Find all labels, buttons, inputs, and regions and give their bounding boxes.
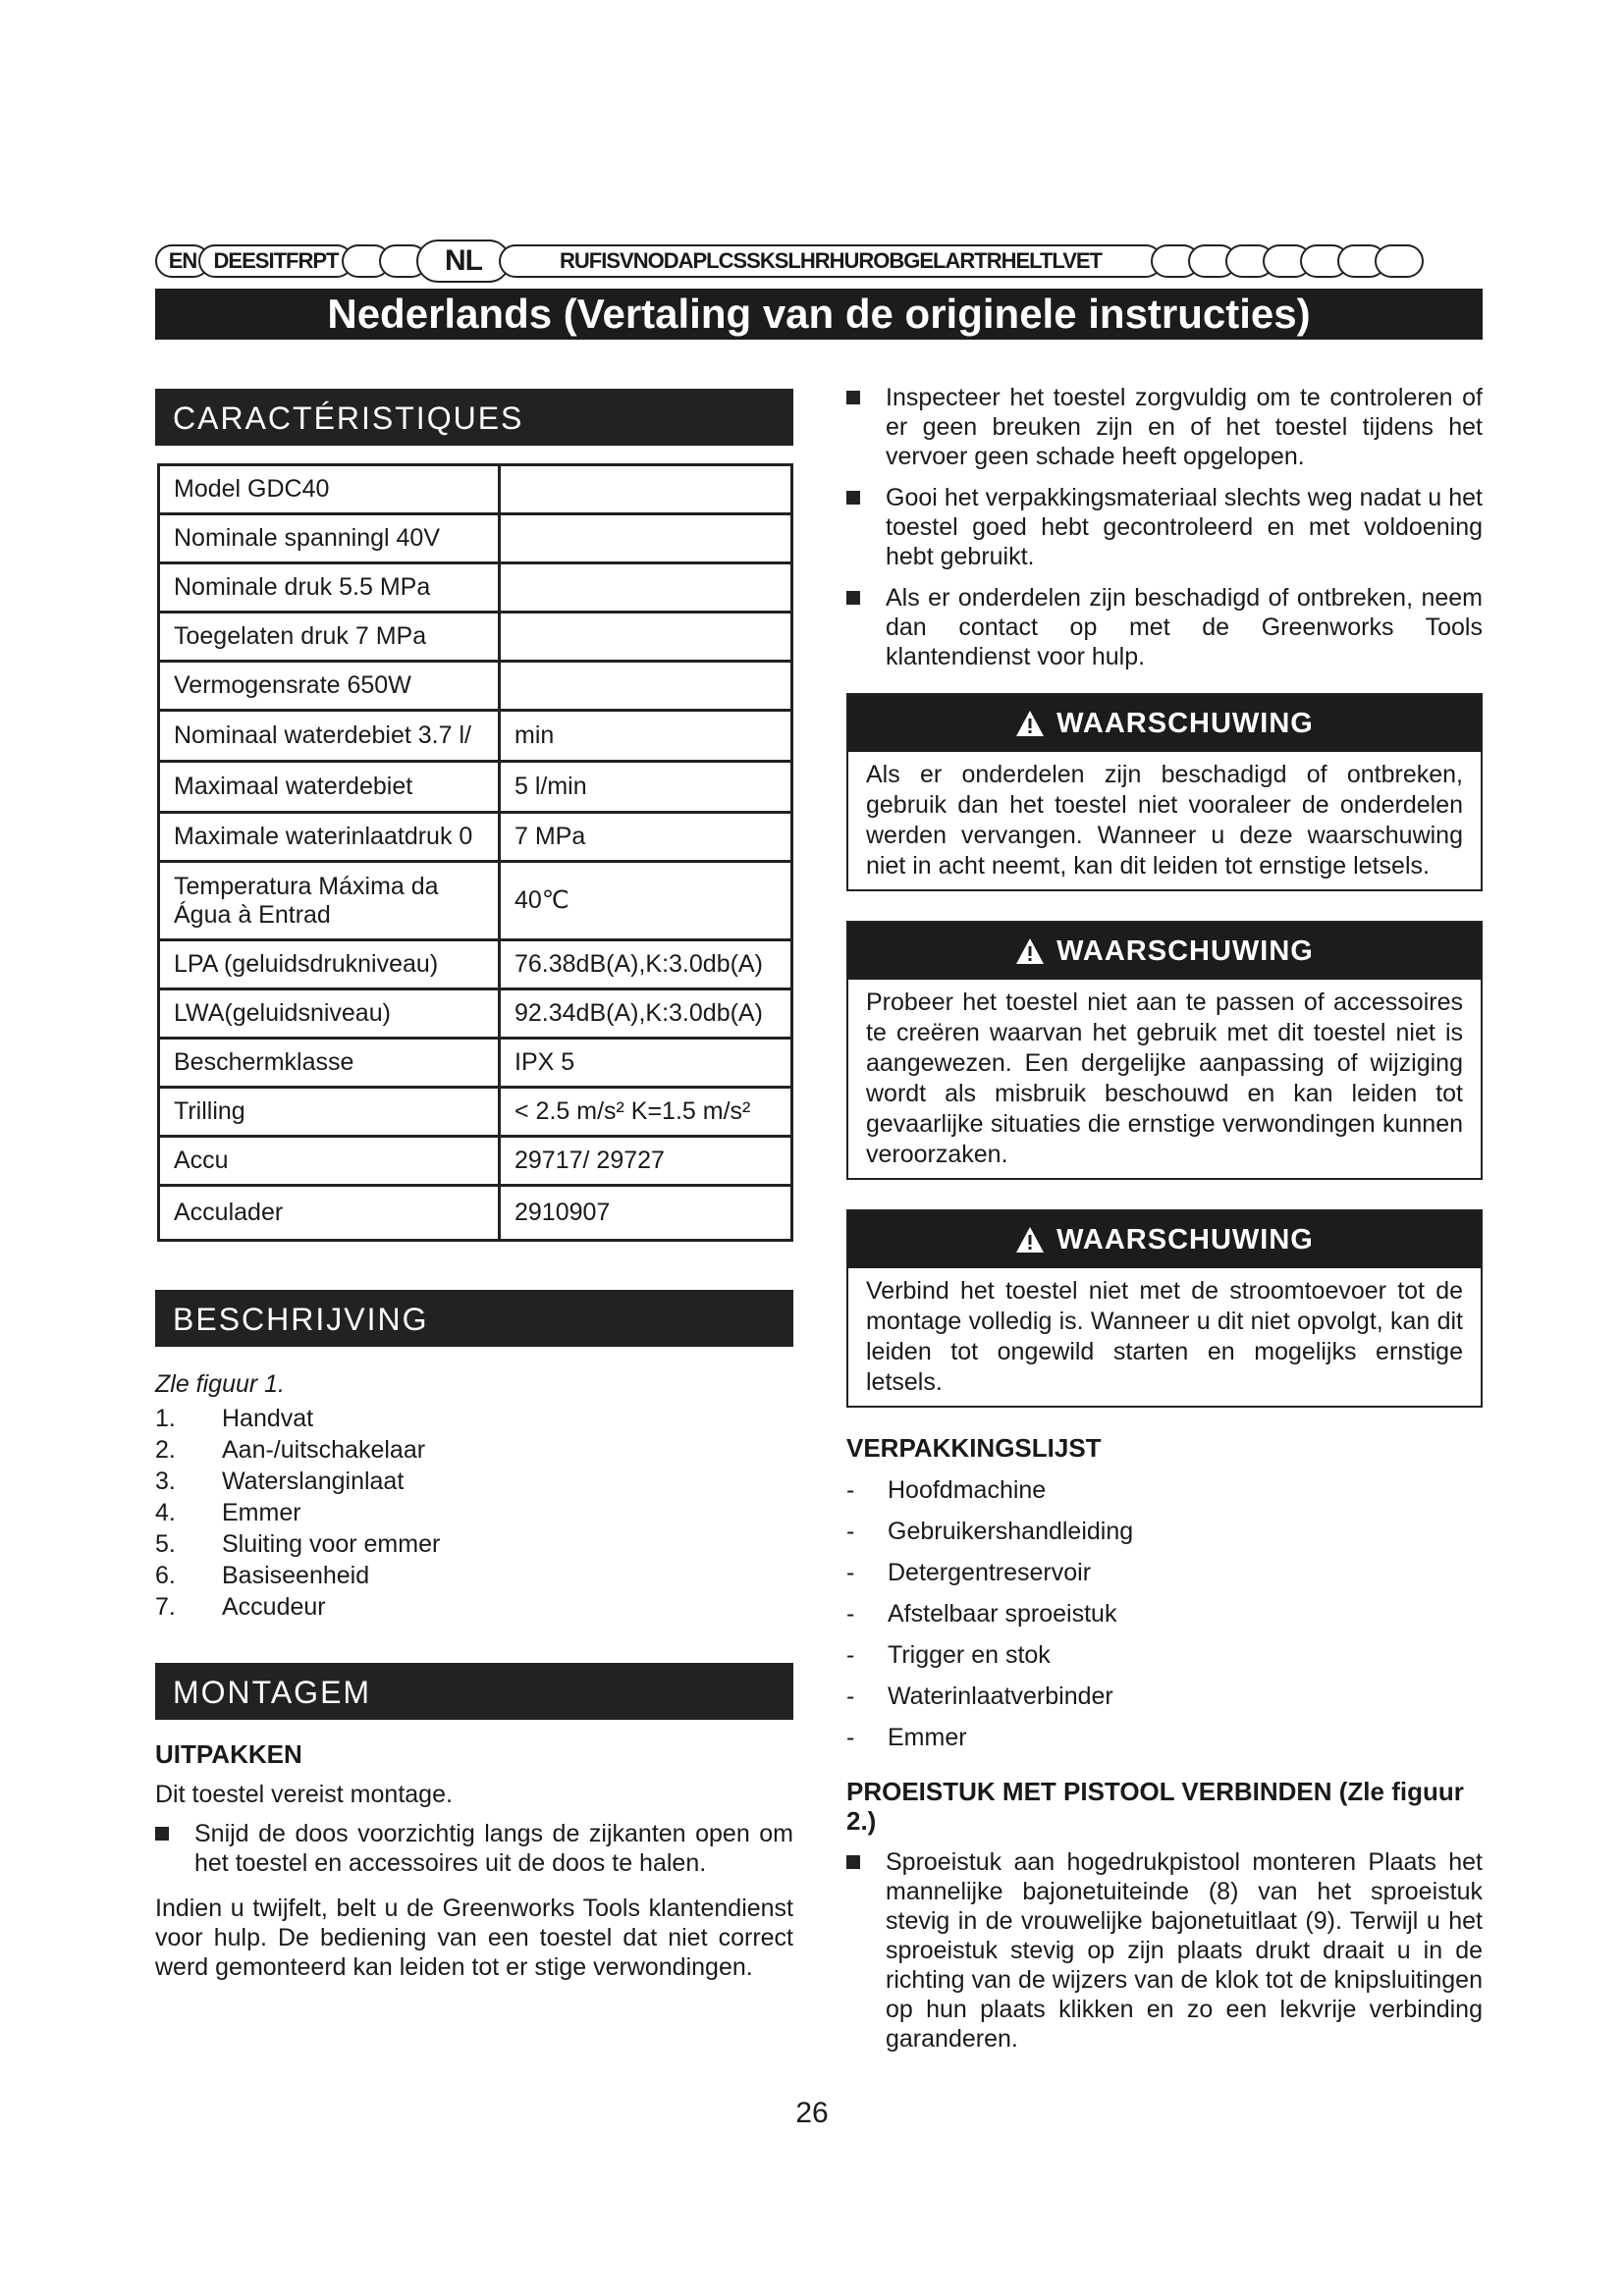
- inspection-bullet-text: Gooi het verpakkingsmateriaal slechts weg nadat u het toestel goed hebt gecontroleerd en met voldoening hebt gebruikt.: [886, 484, 1483, 570]
- part-number: 6.: [155, 1561, 176, 1589]
- list-item: [155, 1434, 793, 1466]
- spec-value-cell: 2910907: [500, 1186, 792, 1241]
- spec-row: [159, 563, 792, 613]
- warning-box: [846, 921, 1483, 1180]
- spec-row: [159, 813, 792, 862]
- parts-list: [155, 1403, 793, 1623]
- bullet-square-icon: [846, 491, 860, 505]
- spec-label-cell: Nominale spanningl 40V: [159, 514, 500, 563]
- spec-row: [159, 465, 792, 514]
- bullet-square-icon: [846, 391, 860, 404]
- packing-list-block: [846, 1433, 1483, 1758]
- spec-label-cell: Toegelaten druk 7 MPa: [159, 613, 500, 662]
- inspection-bullet: [846, 483, 1483, 571]
- warning-text: Probeer het toestel niet aan te passen of accessoires te creëren waarvan het gebruik met dit toestel niet is aangewezen. Een dergelijke aanpassing of wijziging wordt als misbruik beschouwd en kan leiden tot gevaarlijke situaties die ernstige verwondingen kunnen veroorzaken.: [866, 988, 1463, 1168]
- list-item: [846, 1511, 1483, 1552]
- list-item: [846, 1634, 1483, 1676]
- list-item: [155, 1403, 793, 1434]
- warning-header: [848, 923, 1481, 980]
- language-bar: [155, 240, 1483, 283]
- part-label: Aan-/uitschakelaar: [222, 1435, 426, 1464]
- spec-row: [159, 762, 792, 813]
- unpack-title: UITPAKKEN: [155, 1739, 302, 1769]
- dash-marker: -: [846, 1475, 855, 1504]
- warning-title: WAARSCHUWING: [1056, 1223, 1314, 1255]
- warning-title: WAARSCHUWING: [1056, 934, 1314, 967]
- language-pill-en: EN: [155, 244, 210, 278]
- spec-value-cell: 5 l/min: [500, 762, 792, 813]
- packing-item-label: Waterinlaatverbinder: [888, 1682, 1113, 1710]
- part-number: 1.: [155, 1404, 176, 1432]
- nozzle-title: PROEISTUK MET PISTOOL VERBINDEN (Zle figuur 2.): [846, 1777, 1464, 1836]
- spec-value-cell: IPX 5: [500, 1039, 792, 1088]
- unpack-bullet-text: Snijd de doos voorzichtig langs de zijkanten open om het toestel en accessoires uit de doos te halen.: [194, 1820, 793, 1877]
- spec-value-cell: [500, 514, 792, 563]
- warning-box: [846, 1209, 1483, 1408]
- figure-reference: Zle figuur 1.: [155, 1370, 286, 1398]
- spec-label-cell: Trilling: [159, 1088, 500, 1137]
- warning-triangle-icon: [1015, 1226, 1045, 1254]
- bullet-square-icon: [155, 1827, 169, 1841]
- warning-text: Als er onderdelen zijn beschadigd of ontbreken, gebruik dan het toestel niet vooraleer de onderdelen werden vervangen. Wanneer u deze waarschuwing niet in acht neemt, kan dit leiden tot ernstige letsels.: [866, 761, 1463, 880]
- part-number: 3.: [155, 1467, 176, 1495]
- spec-value-cell: 7 MPa: [500, 813, 792, 862]
- part-label: Accudeur: [222, 1592, 326, 1621]
- spec-label-cell: LWA(geluidsniveau): [159, 989, 500, 1039]
- inspection-bullets: [846, 383, 1483, 671]
- list-item: [155, 1466, 793, 1497]
- spec-label-cell: Acculader: [159, 1186, 500, 1241]
- spec-row: [159, 862, 792, 940]
- list-item: [846, 1552, 1483, 1593]
- packing-item-label: Emmer: [888, 1723, 967, 1751]
- page-number: 26: [795, 2097, 829, 2129]
- packing-item-label: Gebruikershandleiding: [888, 1517, 1134, 1545]
- spec-label-cell: Maximaal waterdebiet: [159, 762, 500, 813]
- spec-value-cell: [500, 613, 792, 662]
- list-item: [155, 1528, 793, 1560]
- nozzle-block: [846, 1777, 1483, 2054]
- spec-row: [159, 989, 792, 1039]
- doubt-paragraph: Indien u twijfelt, belt u de Greenworks Tools klantendienst voor hulp. De bediening van een toestel dat niet correct werd gemonteerd kan leiden tot er stige verwondingen.: [155, 1895, 793, 1981]
- language-pill-group-left: DEESITFRPT: [198, 244, 353, 278]
- warning-triangle-icon: [1015, 710, 1045, 737]
- page-title: Nederlands (Vertaling van de originele instructies): [155, 289, 1483, 340]
- spec-row: [159, 662, 792, 711]
- spec-row: [159, 1137, 792, 1186]
- packing-item-label: Hoofdmachine: [888, 1475, 1047, 1504]
- unpack-bullet: [155, 1819, 793, 1878]
- spec-label-cell: Vermogensrate 650W: [159, 662, 500, 711]
- language-pill-group-right: RUFISVNODAPLCSSKSLHRHUROBGELARTRHELTLVET: [499, 244, 1163, 278]
- spec-value-cell: 76.38dB(A),K:3.0db(A): [500, 940, 792, 989]
- packing-item-label: Detergentreservoir: [888, 1558, 1092, 1586]
- spec-label-cell: Accu: [159, 1137, 500, 1186]
- part-label: Handvat: [222, 1404, 314, 1432]
- part-number: 4.: [155, 1498, 176, 1526]
- part-number: 2.: [155, 1435, 176, 1464]
- spec-value-cell: 40℃: [500, 862, 792, 940]
- part-label: Basiseenheid: [222, 1561, 370, 1589]
- spec-row: [159, 613, 792, 662]
- part-label: Waterslanginlaat: [222, 1467, 405, 1495]
- spec-row: [159, 940, 792, 989]
- spec-value-cell: [500, 465, 792, 514]
- dash-marker: -: [846, 1599, 855, 1628]
- part-number: 7.: [155, 1592, 176, 1621]
- assembly-block: [155, 1739, 793, 1982]
- spec-label-cell: Beschermklasse: [159, 1039, 500, 1088]
- spec-label-cell: LPA (geluidsdrukniveau): [159, 940, 500, 989]
- list-item: [155, 1591, 793, 1623]
- description-block: [155, 1370, 793, 1623]
- list-item: [155, 1560, 793, 1591]
- spec-value-cell: min: [500, 711, 792, 762]
- spec-value-cell: 29717/ 29727: [500, 1137, 792, 1186]
- packing-item-label: Afstelbaar sproeistuk: [888, 1599, 1117, 1628]
- section-heading-specs: CARACTÉRISTIQUES: [155, 389, 793, 446]
- dash-marker: -: [846, 1558, 855, 1586]
- spec-row: [159, 711, 792, 762]
- list-item: [846, 1593, 1483, 1634]
- warning-triangle-icon: [1015, 937, 1045, 965]
- list-item: [846, 1717, 1483, 1758]
- spec-value-cell: [500, 563, 792, 613]
- spec-table: [157, 463, 793, 1242]
- warning-box: [846, 693, 1483, 891]
- unpack-intro: Dit toestel vereist montage.: [155, 1781, 453, 1808]
- warning-title: WAARSCHUWING: [1056, 707, 1314, 739]
- warning-header: [848, 695, 1481, 752]
- language-pill-empty: [1375, 244, 1424, 278]
- dash-marker: -: [846, 1517, 855, 1545]
- section-heading-assembly: MONTAGEM: [155, 1663, 793, 1720]
- spec-label-cell: Model GDC40: [159, 465, 500, 514]
- part-label: Sluiting voor emmer: [222, 1529, 441, 1558]
- spec-label-cell: Temperatura Máxima da Água à Entrad: [159, 862, 500, 940]
- spec-label-cell: Maximale waterinlaatdruk 0: [159, 813, 500, 862]
- spec-value-cell: < 2.5 m/s² K=1.5 m/s²: [500, 1088, 792, 1137]
- spec-row: [159, 1088, 792, 1137]
- nozzle-bullet: [846, 1847, 1483, 2054]
- spec-value-cell: [500, 662, 792, 711]
- packing-list-title: VERPAKKINGSLIJST: [846, 1433, 1102, 1463]
- list-item: [155, 1497, 793, 1528]
- dash-marker: -: [846, 1640, 855, 1669]
- list-item: [846, 1676, 1483, 1717]
- warning-header: [848, 1211, 1481, 1268]
- nozzle-text: Sproeistuk aan hogedrukpistool monteren Plaats het mannelijke bajonetuiteinde (8) van het sproeistuk stevig in de vrouwelijke bajonetuitlaat (9). Terwijl u het sproeistuk stevig op zijn plaats drukt draait u in de richting van de wijzers van de klok tot de knipsluitingen op hun plaats klikken en zo een lekvrije verbinding garanderen.: [886, 1848, 1483, 2053]
- spec-row: [159, 1039, 792, 1088]
- inspection-bullet: [846, 383, 1483, 471]
- language-pill-active: NL: [416, 240, 511, 283]
- spec-row: [159, 514, 792, 563]
- spec-label-cell: Nominaal waterdebiet 3.7 l/: [159, 711, 500, 762]
- packing-item-label: Trigger en stok: [888, 1640, 1051, 1669]
- list-item: [846, 1469, 1483, 1511]
- warning-text: Verbind het toestel niet met de stroomtoevoer tot de montage volledig is. Wanneer u dit niet opvolgt, kan dit leiden tot ongewild starten en mogelijks ernstige letsels.: [866, 1277, 1463, 1396]
- section-heading-description: BESCHRIJVING: [155, 1290, 793, 1347]
- packing-list: [846, 1469, 1483, 1758]
- inspection-bullet: [846, 583, 1483, 671]
- spec-value-cell: 92.34dB(A),K:3.0db(A): [500, 989, 792, 1039]
- part-number: 5.: [155, 1529, 176, 1558]
- part-label: Emmer: [222, 1498, 301, 1526]
- inspection-bullet-text: Als er onderdelen zijn beschadigd of ontbreken, neem dan contact op met de Greenworks Tools klantendienst voor hulp.: [886, 584, 1483, 670]
- spec-label-cell: Nominale druk 5.5 MPa: [159, 563, 500, 613]
- dash-marker: -: [846, 1682, 855, 1710]
- spec-row: [159, 1186, 792, 1241]
- bullet-square-icon: [846, 1855, 860, 1869]
- bullet-square-icon: [846, 591, 860, 605]
- dash-marker: -: [846, 1723, 855, 1751]
- inspection-bullet-text: Inspecteer het toestel zorgvuldig om te controleren of er geen breuken zijn en of het toestel tijdens het vervoer geen schade heeft opgelopen.: [886, 384, 1483, 470]
